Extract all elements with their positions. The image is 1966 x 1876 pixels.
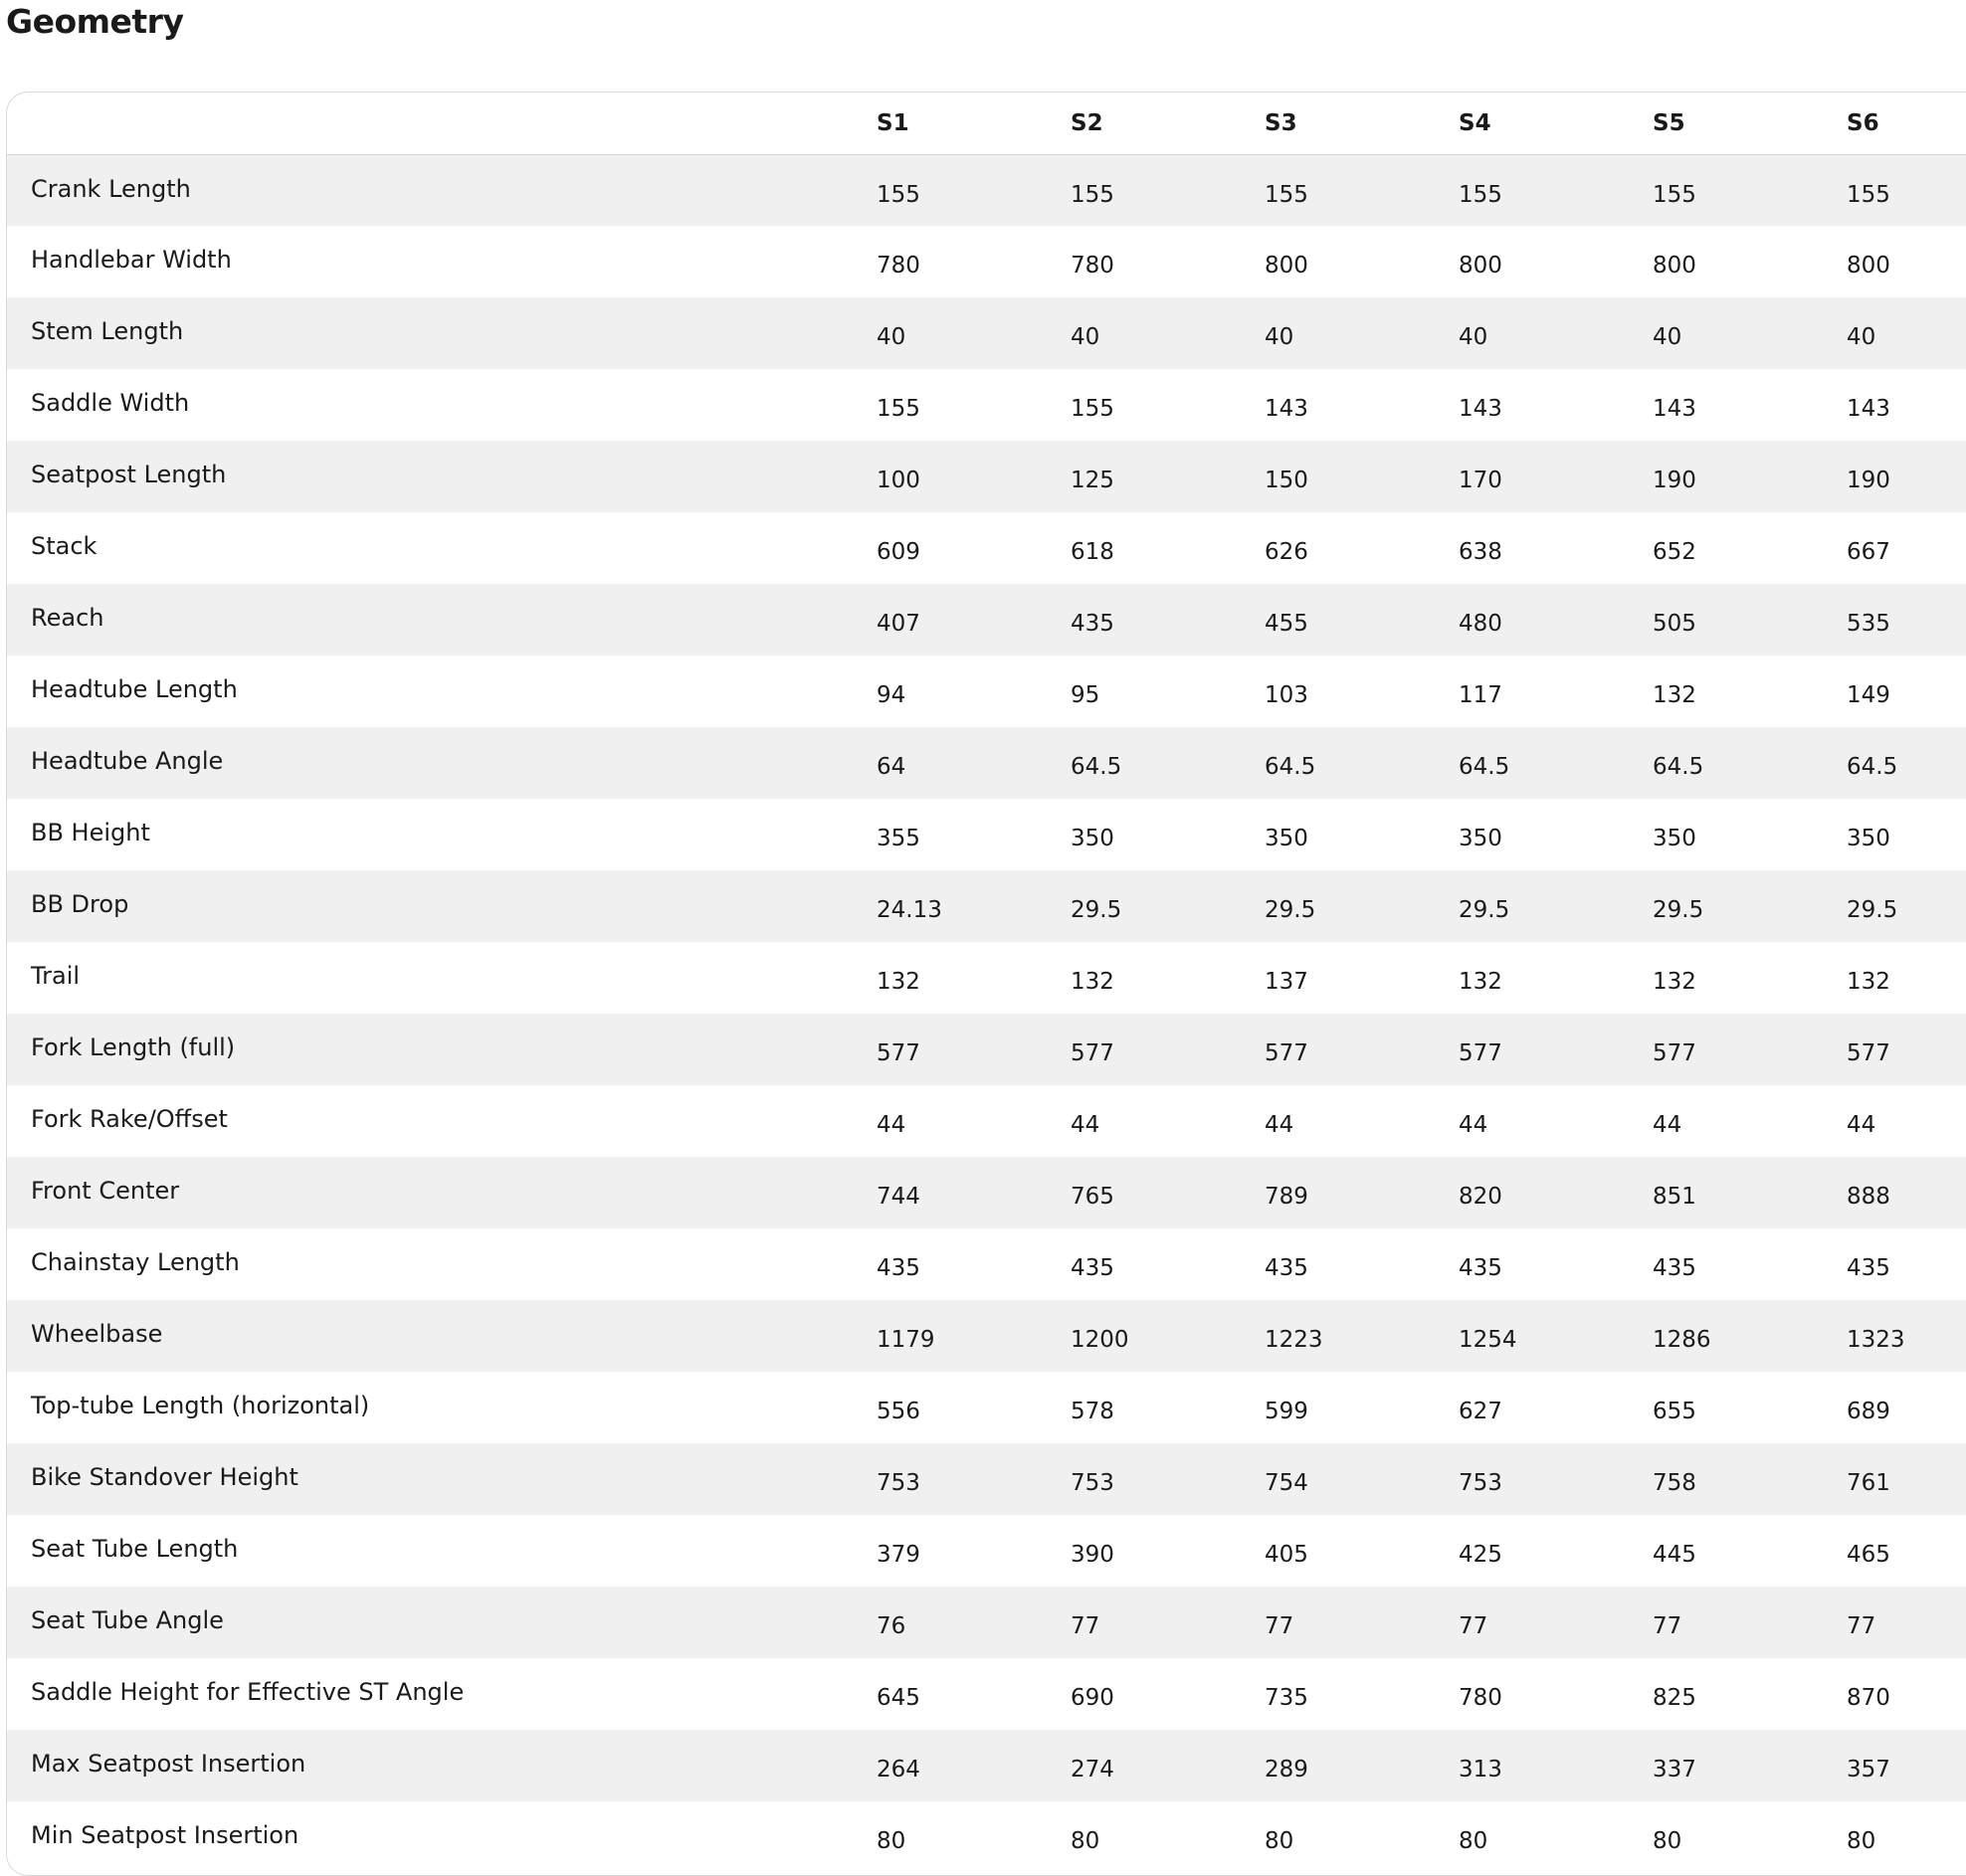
cell-value: 155 (877, 181, 920, 208)
row-label: Top-tube Length (horizontal) (31, 1392, 370, 1419)
cell-value: 29.5 (1459, 897, 1510, 923)
row-label: Saddle Width (31, 389, 190, 417)
cell-value: 44 (1071, 1112, 1100, 1138)
row-label: BB Drop (31, 890, 129, 918)
cell-value: 64.5 (1653, 754, 1704, 780)
cell-value: 754 (1265, 1470, 1308, 1496)
cell-value: 132 (1071, 969, 1114, 995)
size-header-s4: S4 (1435, 93, 1629, 154)
cell-value: 655 (1653, 1399, 1696, 1424)
row-label: Headtube Length (31, 675, 238, 703)
cell-value: 744 (877, 1184, 920, 1210)
cell-value: 77 (1459, 1613, 1488, 1639)
cell-value: 40 (877, 324, 906, 350)
table-row (7, 226, 1966, 297)
cell-value: 577 (1071, 1040, 1114, 1066)
cell-value: 80 (1653, 1828, 1682, 1854)
row-label: Stack (31, 532, 98, 560)
size-header-s6: S6 (1823, 93, 1966, 154)
cell-value: 618 (1071, 539, 1114, 565)
row-label: Headtube Angle (31, 747, 224, 775)
size-header-s3: S3 (1241, 93, 1435, 154)
cell-value: 29.5 (1847, 897, 1898, 923)
cell-value: 94 (877, 682, 906, 708)
cell-value: 758 (1653, 1470, 1696, 1496)
cell-value: 735 (1265, 1685, 1308, 1711)
table-row (7, 1730, 1966, 1801)
cell-value: 125 (1071, 468, 1114, 493)
cell-value: 29.5 (1653, 897, 1704, 923)
corner-header (7, 93, 853, 154)
row-label: Front Center (31, 1177, 180, 1205)
cell-value: 627 (1459, 1399, 1502, 1424)
cell-value: 800 (1459, 253, 1502, 279)
cell-value: 870 (1847, 1685, 1890, 1711)
cell-value: 435 (1071, 611, 1114, 637)
cell-value: 455 (1265, 611, 1308, 637)
cell-value: 350 (1653, 826, 1696, 851)
cell-value: 64.5 (1847, 754, 1898, 780)
cell-value: 780 (877, 253, 920, 279)
size-header-s1: S1 (853, 93, 1047, 154)
cell-value: 337 (1653, 1757, 1696, 1782)
cell-value: 379 (877, 1542, 920, 1568)
cell-value: 820 (1459, 1184, 1502, 1210)
row-label: Crank Length (31, 174, 191, 203)
cell-value: 80 (1847, 1828, 1876, 1854)
table-row (7, 1515, 1966, 1587)
cell-value: 645 (877, 1685, 920, 1711)
cell-value: 577 (1265, 1040, 1308, 1066)
cell-value: 143 (1265, 396, 1308, 422)
row-label: Stem Length (31, 317, 184, 345)
cell-value: 435 (1847, 1255, 1890, 1281)
cell-value: 117 (1459, 682, 1502, 708)
cell-value: 357 (1847, 1757, 1890, 1782)
cell-value: 355 (877, 826, 920, 851)
table-row (7, 1085, 1966, 1157)
cell-value: 313 (1459, 1757, 1502, 1782)
table-row (7, 154, 1966, 226)
cell-value: 155 (1265, 181, 1308, 208)
table-row (7, 1228, 1966, 1300)
cell-value: 761 (1847, 1470, 1890, 1496)
cell-value: 264 (877, 1757, 920, 1782)
table-row (7, 1300, 1966, 1372)
cell-value: 103 (1265, 682, 1308, 708)
cell-value: 780 (1071, 253, 1114, 279)
cell-value: 149 (1847, 682, 1890, 708)
table-row (7, 656, 1966, 727)
cell-value: 76 (877, 1613, 906, 1639)
page-title: Geometry (6, 2, 184, 41)
cell-value: 609 (877, 539, 920, 565)
cell-value: 825 (1653, 1685, 1696, 1711)
cell-value: 150 (1265, 468, 1308, 493)
cell-value: 465 (1847, 1542, 1890, 1568)
cell-value: 1179 (877, 1327, 935, 1353)
cell-value: 1223 (1265, 1327, 1323, 1353)
cell-value: 44 (1265, 1112, 1294, 1138)
table-row (7, 870, 1966, 942)
cell-value: 80 (1265, 1828, 1294, 1854)
cell-value: 789 (1265, 1184, 1308, 1210)
cell-value: 652 (1653, 539, 1696, 565)
cell-value: 77 (1265, 1613, 1294, 1639)
cell-value: 350 (1071, 826, 1114, 851)
cell-value: 190 (1653, 468, 1696, 493)
cell-value: 753 (1071, 1470, 1114, 1496)
cell-value: 445 (1653, 1542, 1696, 1568)
cell-value: 800 (1653, 253, 1696, 279)
cell-value: 137 (1265, 969, 1308, 995)
cell-value: 577 (1847, 1040, 1890, 1066)
table-row (7, 1587, 1966, 1658)
cell-value: 390 (1071, 1542, 1114, 1568)
row-label: Chainstay Length (31, 1248, 240, 1276)
cell-value: 689 (1847, 1399, 1890, 1424)
row-label: Min Seatpost Insertion (31, 1821, 299, 1849)
row-label: Max Seatpost Insertion (31, 1750, 306, 1778)
row-label: Fork Rake/Offset (31, 1105, 228, 1133)
row-label: Bike Standover Height (31, 1463, 298, 1491)
cell-value: 535 (1847, 611, 1890, 637)
table-row (7, 297, 1966, 369)
cell-value: 80 (1459, 1828, 1488, 1854)
table-row (7, 512, 1966, 584)
table-row (7, 584, 1966, 656)
cell-value: 132 (1653, 969, 1696, 995)
cell-value: 407 (877, 611, 920, 637)
size-header-s2: S2 (1047, 93, 1241, 154)
cell-value: 143 (1653, 396, 1696, 422)
cell-value: 577 (1653, 1040, 1696, 1066)
cell-value: 435 (1653, 1255, 1696, 1281)
geometry-table (7, 93, 1966, 1873)
cell-value: 155 (1653, 181, 1696, 208)
cell-value: 132 (1459, 969, 1502, 995)
cell-value: 80 (877, 1828, 906, 1854)
row-label: Seat Tube Length (31, 1535, 239, 1563)
cell-value: 505 (1653, 611, 1696, 637)
cell-value: 435 (1071, 1255, 1114, 1281)
cell-value: 95 (1071, 682, 1100, 708)
table-row (7, 1157, 1966, 1228)
cell-value: 40 (1071, 324, 1100, 350)
table-row (7, 441, 1966, 512)
cell-value: 599 (1265, 1399, 1308, 1424)
cell-value: 77 (1071, 1613, 1100, 1639)
size-header-s5: S5 (1629, 93, 1823, 154)
cell-value: 190 (1847, 468, 1890, 493)
cell-value: 155 (1071, 181, 1114, 208)
row-label: Wheelbase (31, 1320, 163, 1348)
cell-value: 155 (877, 396, 920, 422)
cell-value: 143 (1847, 396, 1890, 422)
cell-value: 1254 (1459, 1327, 1517, 1353)
cell-value: 638 (1459, 539, 1502, 565)
row-label: Saddle Height for Effective ST Angle (31, 1678, 465, 1706)
geometry-table-container (6, 92, 1966, 1876)
cell-value: 350 (1265, 826, 1308, 851)
cell-value: 40 (1847, 324, 1876, 350)
cell-value: 800 (1265, 253, 1308, 279)
cell-value: 77 (1847, 1613, 1876, 1639)
cell-value: 577 (877, 1040, 920, 1066)
cell-value: 765 (1071, 1184, 1114, 1210)
cell-value: 667 (1847, 539, 1890, 565)
table-header-row (7, 93, 1966, 154)
cell-value: 64.5 (1265, 754, 1316, 780)
cell-value: 1323 (1847, 1327, 1905, 1353)
table-row (7, 1801, 1966, 1873)
table-row (7, 1658, 1966, 1730)
cell-value: 143 (1459, 396, 1502, 422)
cell-value: 289 (1265, 1757, 1308, 1782)
cell-value: 40 (1653, 324, 1682, 350)
cell-value: 24.13 (877, 897, 942, 923)
cell-value: 44 (1459, 1112, 1488, 1138)
cell-value: 690 (1071, 1685, 1114, 1711)
cell-value: 64.5 (1459, 754, 1510, 780)
cell-value: 80 (1071, 1828, 1100, 1854)
row-label: BB Height (31, 819, 150, 846)
cell-value: 626 (1265, 539, 1308, 565)
cell-value: 753 (877, 1470, 920, 1496)
cell-value: 425 (1459, 1542, 1502, 1568)
cell-value: 44 (1653, 1112, 1682, 1138)
cell-value: 155 (1847, 181, 1890, 208)
cell-value: 274 (1071, 1757, 1114, 1782)
cell-value: 44 (1847, 1112, 1876, 1138)
cell-value: 577 (1459, 1040, 1502, 1066)
table-row (7, 1014, 1966, 1085)
cell-value: 64 (877, 754, 906, 780)
cell-value: 753 (1459, 1470, 1502, 1496)
cell-value: 578 (1071, 1399, 1114, 1424)
row-label: Seatpost Length (31, 461, 227, 488)
row-label: Fork Length (full) (31, 1033, 236, 1061)
table-row (7, 1372, 1966, 1443)
table-row (7, 799, 1966, 870)
cell-value: 44 (877, 1112, 906, 1138)
cell-value: 100 (877, 468, 920, 493)
table-row (7, 942, 1966, 1014)
cell-value: 40 (1265, 324, 1294, 350)
cell-value: 132 (877, 969, 920, 995)
cell-value: 40 (1459, 324, 1488, 350)
cell-value: 155 (1459, 181, 1502, 208)
table-row (7, 1443, 1966, 1515)
cell-value: 556 (877, 1399, 920, 1424)
cell-value: 155 (1071, 396, 1114, 422)
cell-value: 800 (1847, 253, 1890, 279)
cell-value: 77 (1653, 1613, 1682, 1639)
cell-value: 350 (1847, 826, 1890, 851)
cell-value: 851 (1653, 1184, 1696, 1210)
cell-value: 1200 (1071, 1327, 1129, 1353)
cell-value: 405 (1265, 1542, 1308, 1568)
row-label: Handlebar Width (31, 246, 232, 274)
cell-value: 780 (1459, 1685, 1502, 1711)
cell-value: 132 (1847, 969, 1890, 995)
cell-value: 480 (1459, 611, 1502, 637)
cell-value: 888 (1847, 1184, 1890, 1210)
row-label: Trail (31, 962, 81, 990)
cell-value: 1286 (1653, 1327, 1711, 1353)
row-label: Seat Tube Angle (31, 1606, 224, 1634)
cell-value: 435 (1459, 1255, 1502, 1281)
cell-value: 132 (1653, 682, 1696, 708)
cell-value: 350 (1459, 826, 1502, 851)
cell-value: 64.5 (1071, 754, 1122, 780)
table-row (7, 369, 1966, 441)
table-row (7, 727, 1966, 799)
cell-value: 435 (877, 1255, 920, 1281)
table-body (7, 154, 1966, 1873)
cell-value: 170 (1459, 468, 1502, 493)
cell-value: 29.5 (1265, 897, 1316, 923)
cell-value: 29.5 (1071, 897, 1122, 923)
row-label: Reach (31, 604, 104, 632)
cell-value: 435 (1265, 1255, 1308, 1281)
